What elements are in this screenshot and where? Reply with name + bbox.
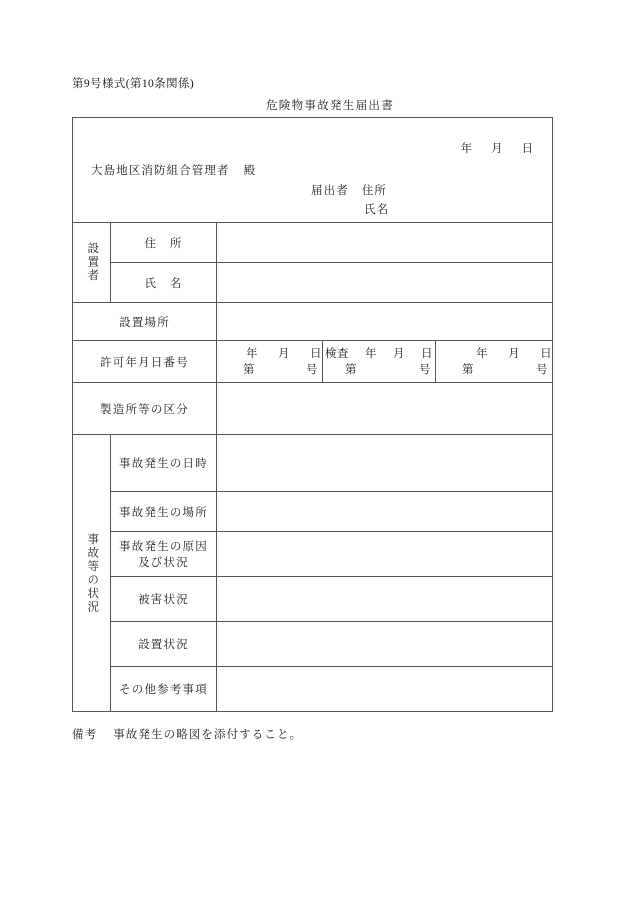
permit-cell-3-number xyxy=(436,362,552,378)
table-row-accident-datetime xyxy=(73,435,553,492)
document-title: 危険物事故発生届出書 xyxy=(266,100,394,112)
table-row-accident-cause xyxy=(73,532,553,577)
permit-1-year: 年 xyxy=(246,347,258,360)
submitter-address-line xyxy=(311,182,389,201)
table-row-accident-installation-status xyxy=(73,622,553,667)
table-row-header-block xyxy=(73,118,553,223)
remarks-label: 備考 xyxy=(72,729,98,741)
accident-cause-label-line2: 及び状況 xyxy=(138,557,189,569)
facility-type-label: 製造所等の区分 xyxy=(73,383,217,435)
addressee-honorific: 殿 xyxy=(243,165,257,177)
accident-damage-value[interactable] xyxy=(217,577,553,622)
accident-datetime-value[interactable] xyxy=(217,435,553,492)
install-place-label: 設置場所 xyxy=(73,303,217,341)
accident-other-label: その他参考事項 xyxy=(111,667,217,712)
permit-3-year: 年 xyxy=(476,347,489,360)
permit-3-month: 月 xyxy=(508,347,521,360)
accident-cause-label xyxy=(111,532,217,577)
installer-address-value[interactable] xyxy=(217,223,553,263)
permit-1-number-prefix: 第 xyxy=(243,363,255,376)
accident-group-label-cell xyxy=(73,435,111,712)
installer-group-label: 設置者 xyxy=(86,242,99,283)
accident-group-label: 事故等の状況 xyxy=(86,532,99,614)
submitter-name-label: 氏名 xyxy=(364,204,390,216)
permit-cell-1-number xyxy=(217,362,322,378)
installer-name-label: 氏 名 xyxy=(111,263,217,303)
permit-cell-1[interactable] xyxy=(217,341,323,383)
date-day-label: 日 xyxy=(521,143,535,155)
accident-place-label: 事故発生の場所 xyxy=(111,492,217,532)
accident-damage-label: 被害状況 xyxy=(111,577,217,622)
accident-datetime-label: 事故発生の日時 xyxy=(111,435,217,492)
accident-other-value[interactable] xyxy=(217,667,553,712)
accident-place-value[interactable] xyxy=(217,492,553,532)
install-place-value[interactable] xyxy=(217,303,553,341)
table-row-installer-name xyxy=(73,263,553,303)
addressee-line xyxy=(91,162,256,178)
accident-cause-label-line1: 事故発生の原因 xyxy=(119,541,208,553)
table-row-installer-address xyxy=(73,223,553,263)
permit-2-number-suffix: 号 xyxy=(419,363,431,376)
remarks-text: 事故発生の略図を添付すること。 xyxy=(113,729,303,741)
permit-2-month: 月 xyxy=(393,347,405,360)
accident-installation-status-label: 設置状況 xyxy=(111,622,217,667)
installer-name-value[interactable] xyxy=(217,263,553,303)
permit-cell-2-date xyxy=(323,346,435,362)
notification-form-table xyxy=(72,117,553,712)
date-month-label: 月 xyxy=(491,143,504,155)
permit-2-day: 日 xyxy=(421,347,433,360)
permit-label: 許可年月日番号 xyxy=(73,341,217,383)
submitter-name-line xyxy=(311,201,389,220)
submitter-address-label: 住所 xyxy=(361,185,388,197)
permit-1-month: 月 xyxy=(278,347,290,360)
permit-3-number-prefix: 第 xyxy=(462,363,474,376)
permit-2-year: 年 xyxy=(365,347,377,360)
permit-cell-2-inspection[interactable] xyxy=(323,341,436,383)
permit-3-number-suffix: 号 xyxy=(536,363,549,376)
permit-2-prefix-label: 検査 xyxy=(325,347,349,360)
submitter-label: 届出者 xyxy=(311,185,349,197)
table-row-accident-other xyxy=(73,667,553,712)
addressee-block-cell xyxy=(73,118,553,223)
accident-installation-status-value[interactable] xyxy=(217,622,553,667)
permit-cell-3-date xyxy=(436,346,552,362)
permit-cell-2-number xyxy=(323,362,435,378)
table-row-facility-type xyxy=(73,383,553,435)
submission-date-line xyxy=(461,140,535,156)
installer-address-label: 住 所 xyxy=(111,223,217,263)
table-row-accident-place xyxy=(73,492,553,532)
table-row-accident-damage xyxy=(73,577,553,622)
permit-1-number-suffix: 号 xyxy=(306,363,318,376)
remarks-line xyxy=(72,726,302,742)
submitter-block xyxy=(311,182,389,220)
permit-1-day: 日 xyxy=(310,347,322,360)
form-number: 第9号様式(第10条関係) xyxy=(72,78,195,90)
addressee-name: 大島地区消防組合管理者 xyxy=(91,165,230,177)
date-year-label: 年 xyxy=(460,143,474,155)
permit-cell-1-date xyxy=(217,346,322,362)
permit-cell-3[interactable] xyxy=(436,341,553,383)
permit-2-number-prefix: 第 xyxy=(345,363,357,376)
installer-group-label-cell xyxy=(73,223,111,303)
permit-3-day: 日 xyxy=(540,347,553,360)
table-row-permit xyxy=(73,341,553,383)
accident-cause-value[interactable] xyxy=(217,532,553,577)
table-row-install-place xyxy=(73,303,553,341)
facility-type-value[interactable] xyxy=(217,383,553,435)
